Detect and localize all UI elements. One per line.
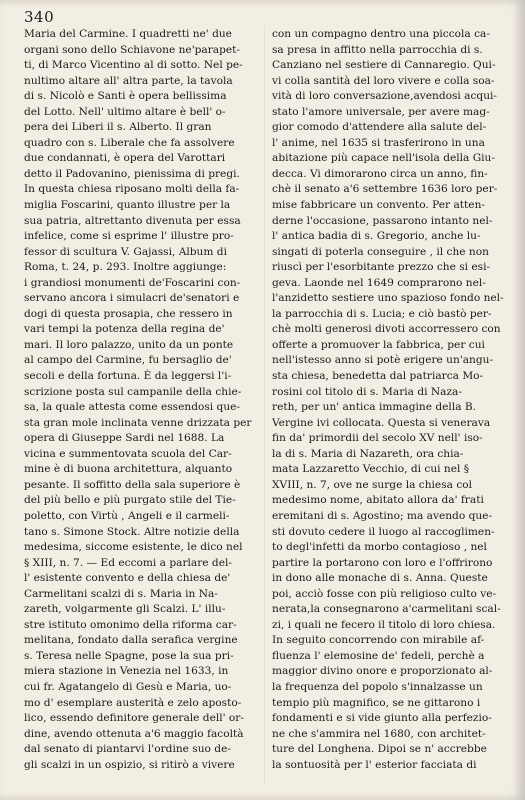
text-line: medesima, siccome esistente, le dico nel	[24, 541, 243, 554]
text-line: fluenza l' elemosine de' fedeli, perchè a	[272, 649, 485, 662]
text-line: fessor di scultura V. Gajassi, Album di	[24, 245, 227, 258]
text-line: derne l'occasione, passarono intanto nel-	[272, 214, 493, 227]
text-line: quadro con s. Liberale che fa assolvere	[24, 136, 235, 149]
text-line: zi, i quali ne fecero il titolo di loro chiesa.	[272, 618, 496, 631]
text-line: organi sono dello Schiavone ne'parapet-	[24, 43, 240, 56]
text-line: decca. Vi dimorarono circa un anno, fin-	[272, 167, 488, 180]
text-line: miglia Foscarini, quanto illustre per la	[24, 199, 231, 212]
text-line: chè molti generosi divoti accorressero con	[272, 323, 501, 336]
text-line: partire la portarono con loro e l'offrirono	[272, 556, 493, 569]
text-line: s. Teresa nelle Spagne, pose la sua pri-	[24, 649, 234, 662]
text-line: vari tempi la potenza della regina de'	[24, 323, 225, 336]
text-line: maggior divino onore e proporzionato al-	[272, 665, 493, 678]
text-line: mo d' esemplare austerità e zelo aposto-	[24, 696, 242, 709]
text-line: nultimo altare all' altra parte, la tavola	[24, 74, 233, 87]
text-line: Maria del Carmine. I quadretti ne' due	[24, 28, 232, 40]
text-line: dogi di questa prosapia, che ressero in	[24, 307, 233, 320]
text-line: nell'istesso anno si potè erigere un'angu-	[272, 354, 494, 367]
left-column	[24, 27, 264, 773]
text-line: l' esistente convento e della chiesa de'	[24, 572, 231, 585]
text-line: mata Lazzaretto Vecchio, di cui nel §	[272, 463, 470, 476]
text-line: ture del Longhena. Dipoi se n' accrebbe	[272, 743, 487, 756]
text-line: tano s. Simone Stock. Altre notizie della	[24, 525, 240, 538]
text-line: l' anime, nel 1635 si trasferirono in una	[272, 136, 485, 149]
text-line: eremitani di s. Agostino; ma avendo que-	[272, 509, 493, 522]
text-line: l' antica badia di s. Gregorio, anche lu-	[272, 230, 481, 243]
text-line: mari. Il loro palazzo, unito da un ponte	[24, 338, 234, 351]
text-line: secoli e della fortuna. È da leggersi l'i-	[24, 370, 232, 383]
text-line: i grandiosi monumenti de'Foscarini con-	[24, 276, 241, 289]
text-line: l'anzidetto sestiere uno spazioso fondo nel-	[272, 292, 504, 305]
text-line: offerte a promuover la fabbrica, per cui	[272, 338, 485, 351]
text-line: rosini col titolo di s. Maria di Naza-	[272, 385, 462, 398]
text-line: zareth, volgarmente gli Scalzi. L' illu-	[24, 603, 226, 616]
text-line: Vergine ivi collocata. Questa si venerava	[272, 416, 491, 429]
text-line: del più bello e più purgato stile del Tie-	[24, 494, 236, 507]
text-line: scrizione posta sul campanile della chie-	[24, 385, 242, 398]
text-line: stre istituto omonimo della riforma car-	[24, 618, 237, 631]
right-column	[272, 27, 508, 773]
text-line: fin da' primordii del secolo XV nell' iso-	[272, 432, 483, 445]
text-line: vità di loro conversazione,avendosi acqui-	[272, 90, 498, 103]
text-line: dal senato di piantarvi l'ordine suo de-	[24, 743, 231, 756]
text-line: con un compagno dentro una piccola ca-	[272, 28, 490, 40]
text-line: to degl'infetti da morbo contagioso , nel	[272, 541, 487, 554]
text-line: Carmelitani scalzi di s. Maria in Na-	[24, 587, 218, 600]
text-line: miera stazione in Venezia nel 1633, in	[24, 665, 229, 678]
text-line: medesimo nome, abitato allora da' frati	[272, 494, 484, 507]
text-line: reth, per un' antica immagine della B.	[272, 401, 477, 414]
text-line: sa presa in affitto nella parrocchia di s.	[272, 43, 483, 56]
text-line: sa, la quale attesta come essendosi que-	[24, 401, 241, 414]
text-line: abitazione più capace nell'isola della Giu-	[272, 152, 495, 165]
text-line: al campo del Carmine, fu bersaglio de'	[24, 354, 232, 367]
text-line: riuscì per l'esorbitante prezzo che si esi-	[272, 261, 491, 274]
text-line: ne che s'ammira nel 1680, con architet-	[272, 727, 486, 740]
text-line: In questa chiesa riposano molti della fa-	[24, 183, 240, 196]
text-line: la parrocchia di s. Lucia; e ciò bastò per-	[272, 307, 492, 320]
page-number: 340	[24, 8, 55, 26]
text-line: due condannati, è opera del Varottari	[24, 152, 226, 165]
text-line: sti dovuto cedere il luogo al raccoglimen-	[272, 525, 495, 538]
text-line: mine è di buona architettura, alquanto	[24, 463, 233, 476]
text-line: singati di poterla conseguire , il che non	[272, 245, 489, 258]
text-line: gli scalzi in un ospizio, si ritirò a vivere	[24, 758, 235, 771]
text-line: XVIII, n. 7, ove ne surge la chiesa col	[272, 478, 473, 491]
text-line: la sontuosità per l' esterior facciata di	[272, 758, 477, 771]
text-line: mise fabbricare un convento. Per atten-	[272, 199, 485, 212]
text-line: sta chiesa, benedetta dal patriarca Mo-	[272, 370, 484, 383]
text-line: vicina e summentovata scuola del Car-	[24, 447, 232, 460]
text-line: lico, essendo definitore generale dell' or-	[24, 712, 244, 725]
text-line: nerata,la consegnarono a'carmelitani scal-	[272, 603, 501, 616]
text-line: poletto, con Virtù , Angeli e il carmeli-	[24, 509, 230, 522]
text-line: di s. Nicolò e Santi è opera bellissima	[24, 90, 227, 103]
text-line: sta gran mole inclinata venne drizzata per	[24, 416, 252, 429]
text-line: § XIII, n. 7. — Ed eccomi a parlare del-	[24, 556, 232, 569]
text-line: vi colla santità del loro vivere e colla soa-	[272, 74, 495, 87]
text-line: pera dei Liberi il s. Alberto. Il gran	[24, 121, 212, 134]
column-gutter	[264, 26, 265, 786]
text-line: melitana, fondato dalla serafica vergine	[24, 634, 238, 647]
text-line: geva. Laonde nel 1649 comprarono nel-	[272, 276, 486, 289]
text-line: Roma, t. 24, p. 293. Inoltre aggiunge:	[24, 261, 227, 274]
text-line: opera di Giuseppe Sardi nel 1688. La	[24, 432, 225, 445]
text-line: chè il senato a'6 settembre 1636 loro per-	[272, 183, 498, 196]
text-line: dine, avendo ottenuta a'6 maggio facoltà	[24, 727, 244, 740]
text-line: tempio più magnifico, se ne gittarono i	[272, 696, 481, 709]
text-line: ti, di Marco Vicentino al di sotto. Nel pe-	[24, 59, 243, 72]
text-line: in dono alle monache di s. Anna. Queste	[272, 572, 488, 585]
text-line: pesante. Il soffitto della sala superiore è	[24, 478, 241, 491]
text-line: stato l'amore universale, per avere mag-	[272, 105, 490, 118]
text-line: servano ancora i simulacri de'senatori e	[24, 292, 240, 305]
text-line: infelice, come si esprime l' illustre pro-	[24, 230, 234, 243]
text-line: In seguito concorrendo con mirabile af-	[272, 634, 485, 647]
text-line: detto il Padovanino, pienissima di pregi.	[24, 167, 240, 180]
text-line: gior comodo d'attendere alla salute del-	[272, 121, 487, 134]
text-line: sua patria, altrettanto divenuta per essa	[24, 214, 241, 227]
text-line: poi, acciò fosse con più religioso culto ve-	[272, 587, 497, 600]
text-line: la frequenza del popolo s'innalzasse un	[272, 680, 483, 693]
text-line: la di s. Maria di Nazareth, ora chia-	[272, 447, 464, 460]
text-line: fondamenti e si vide giunto alla perfezio-	[272, 712, 492, 725]
text-line: del Lotto. Nell' ultimo altare è bell' o-	[24, 105, 226, 118]
text-line: Canziano nel sestiere di Cannaregio. Qui-	[272, 59, 496, 72]
text-line: cui fr. Agatangelo di Gesù e Maria, uo-	[24, 680, 232, 693]
